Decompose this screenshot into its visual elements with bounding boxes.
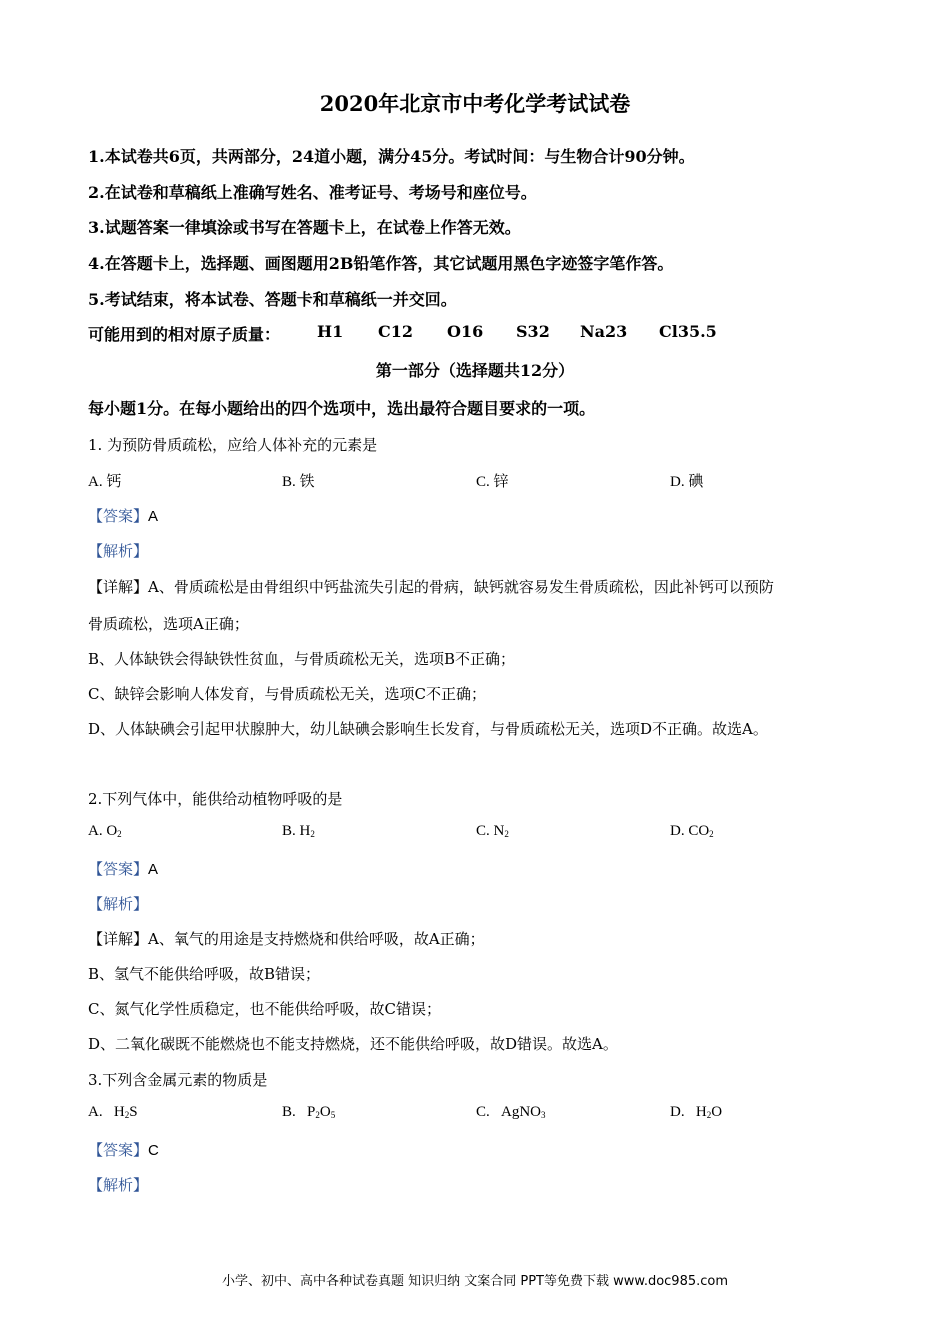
rule-4: 4.在答题卡上，选择题、画图题用2B铅笔作答，其它试题用黑色字迹签字笔作答。 bbox=[88, 254, 674, 273]
answer-label: 【答案】 bbox=[88, 860, 149, 878]
q2-detail-text-1: A、氧气的用途是支持燃烧和供给呼吸，故A正确； bbox=[148, 930, 485, 948]
q2-detail-line-1 bbox=[88, 928, 485, 949]
q2-stem: 2.下列气体中，能供给动植物呼吸的是 bbox=[88, 790, 343, 808]
q3-analysis-label: 【解析】 bbox=[88, 1176, 149, 1194]
page-title: 2020年北京市中考化学考试试卷 bbox=[319, 91, 631, 116]
rule-2: 2.在试卷和草稿纸上准确写姓名、准考证号、考场号和座位号。 bbox=[88, 183, 537, 202]
q1-option-b: B. 铁 bbox=[282, 474, 315, 490]
q2-option-b: B. $H_2$ bbox=[282, 823, 315, 839]
detail-label: 【详解】 bbox=[88, 930, 149, 948]
atomic-mass-o: O16 bbox=[447, 322, 484, 341]
q1-option-a: A. 钙 bbox=[88, 474, 122, 490]
answer-label: 【答案】 bbox=[88, 1141, 149, 1159]
q1-option-c: C. 锌 bbox=[476, 474, 509, 490]
q1-detail-line-5: D、人体缺碘会引起甲状腺肿大，幼儿缺碘会影响生长发育，与骨质疏松无关，选项D不正确。故选A。 bbox=[88, 720, 768, 738]
q3-answer-value: C bbox=[148, 1142, 159, 1159]
q2-detail-line-2: B、氢气不能供给呼吸，故B错误； bbox=[88, 965, 321, 983]
q2-detail-line-4: D、二氧化碳既不能燃烧也不能支持燃烧，还不能供给呼吸，故D错误。故选A。 bbox=[88, 1035, 618, 1053]
q2-detail-line-3: C、氮气化学性质稳定，也不能供给呼吸，故C错误； bbox=[88, 1000, 441, 1018]
q3-option-c: C. AgNO$_3$ bbox=[476, 1104, 546, 1120]
q3-option-b: B. $P_2O_5$ bbox=[282, 1104, 336, 1120]
part1-heading: 第一部分（选择题共12分） bbox=[375, 361, 575, 380]
q1-detail-line-1 bbox=[88, 576, 774, 597]
part1-instruction: 每小题1分。在每小题给出的四个选项中，选出最符合题目要求的一项。 bbox=[88, 399, 596, 418]
atomic-mass-na: Na23 bbox=[580, 322, 628, 341]
q1-detail-line-4: C、缺锌会影响人体发育，与骨质疏松无关，选项C不正确； bbox=[88, 685, 486, 703]
q2-option-d: D. $CO_2$ bbox=[670, 823, 714, 839]
atomic-mass-s: S32 bbox=[516, 322, 550, 341]
q1-detail-text-1: A、骨质疏松是由骨组织中钙盐流失引起的骨病，缺钙就容易发生骨质疏松，因此补钙可以预防 bbox=[148, 578, 774, 596]
q3-stem: 3.下列含金属元素的物质是 bbox=[88, 1071, 268, 1089]
atomic-mass-cl: Cl35.5 bbox=[659, 322, 717, 341]
q3-option-d: D. $H_2O$ bbox=[670, 1104, 723, 1120]
q1-answer bbox=[88, 505, 158, 526]
q3-option-a: A. $H_2S$ bbox=[88, 1104, 138, 1120]
atomic-mass-line bbox=[88, 322, 280, 345]
rule-3: 3.试题答案一律填涂或书写在答题卡上，在试卷上作答无效。 bbox=[88, 218, 521, 237]
q1-detail-line-3: B、人体缺铁会得缺铁性贫血，与骨质疏松无关，选项B不正确； bbox=[88, 650, 516, 668]
q2-answer-value: A bbox=[148, 861, 159, 878]
q2-answer bbox=[88, 858, 158, 879]
answer-label: 【答案】 bbox=[88, 507, 149, 525]
detail-label: 【详解】 bbox=[88, 578, 149, 596]
q2-option-c: C. $N_2$ bbox=[476, 823, 509, 839]
q2-option-a: A. $O_2$ bbox=[88, 823, 122, 839]
rule-5: 5.考试结束，将本试卷、答题卡和草稿纸一并交回。 bbox=[88, 290, 457, 309]
page-footer: 小学、初中、高中各种试卷真题 知识归纳 文案合同 PPT等免费下载 www.doc985.com bbox=[221, 1274, 729, 1289]
q1-detail-line-2: 骨质疏松，选项A正确； bbox=[88, 615, 249, 633]
q1-analysis-label: 【解析】 bbox=[88, 542, 149, 560]
rule-1: 1.本试卷共6页，共两部分，24道小题，满分45分。考试时间：与生物合计90分钟。 bbox=[88, 147, 695, 166]
q1-stem: 1. 为预防骨质疏松，应给人体补充的元素是 bbox=[88, 436, 378, 454]
q1-answer-value: A bbox=[148, 508, 159, 525]
q2-analysis-label: 【解析】 bbox=[88, 895, 149, 913]
q1-option-d: D. 碘 bbox=[670, 474, 704, 490]
atomic-mass-c: C12 bbox=[378, 322, 413, 341]
q3-answer bbox=[88, 1139, 159, 1160]
atomic-mass-h: H1 bbox=[317, 322, 344, 341]
atomic-mass-label: 可能用到的相对原子质量： bbox=[88, 325, 281, 344]
